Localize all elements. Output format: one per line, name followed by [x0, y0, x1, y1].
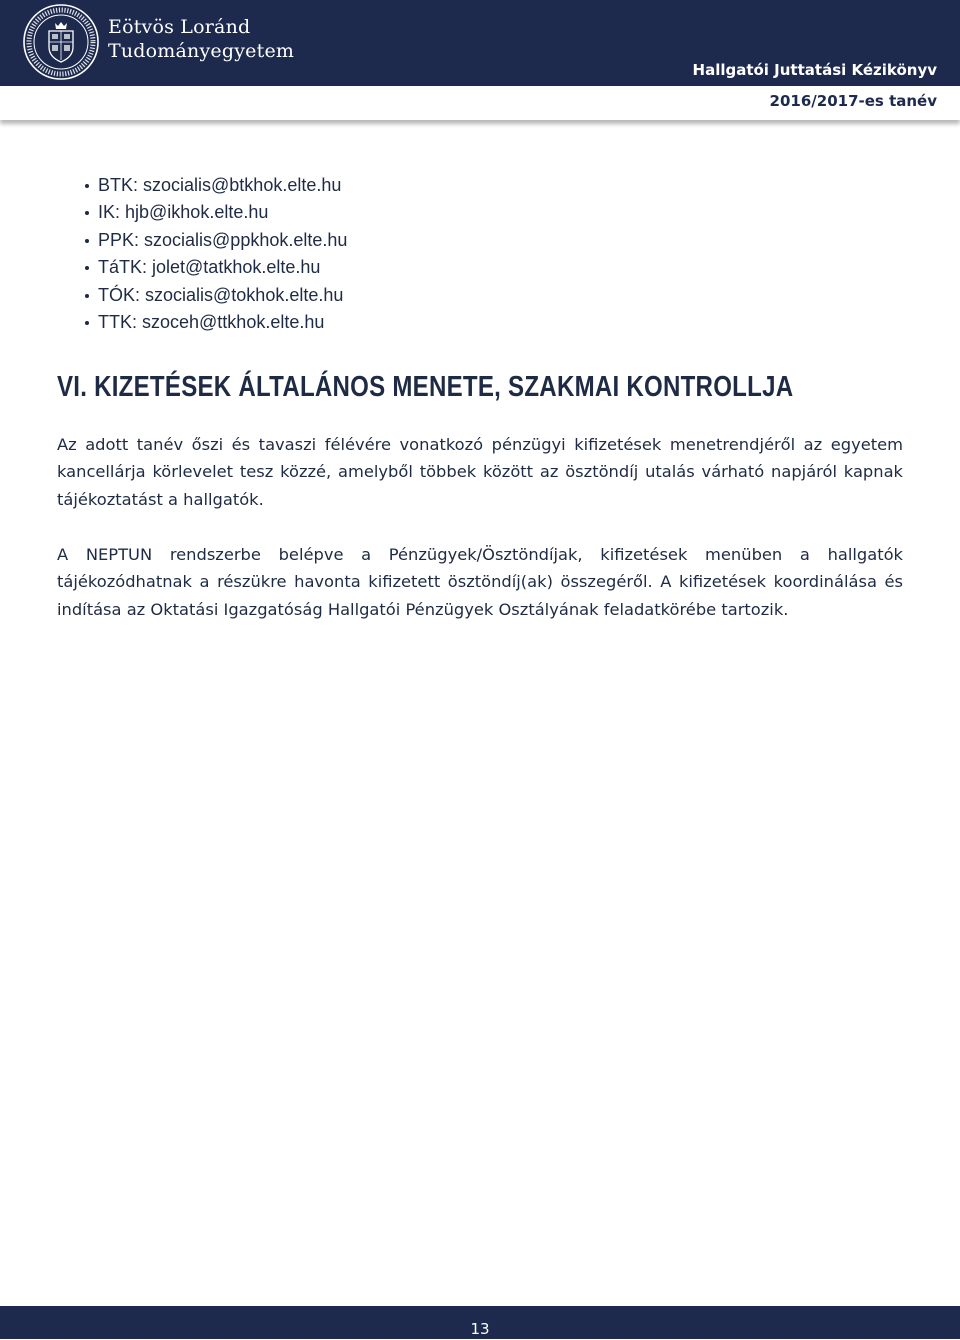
- page-number: 13: [470, 1320, 490, 1338]
- list-item: [85, 172, 347, 199]
- document-title: Hallgatói Juttatási Kézikönyv: [692, 61, 937, 79]
- page-header: [0, 0, 960, 86]
- contact-text: TÓK: szocialis@tokhok.elte.hu: [98, 284, 344, 305]
- academic-year: 2016/2017-es tanév: [769, 92, 937, 110]
- body-paragraph: Az adott tanév őszi és tavaszi félévére vonatkozó pénzügyi kifizetések menetrendjéről az egyetem kancellárja körlevelet tesz közzé, amelyből többek között az ösztöndíj utalás várható napjáról kapnak tájékoztatást a hallgatók.: [57, 435, 903, 509]
- contact-text: IK: hjb@ikhok.elte.hu: [98, 202, 269, 223]
- bullet-icon: [85, 321, 89, 325]
- contact-text: PPK: szocialis@ppkhok.elte.hu: [98, 229, 348, 250]
- list-item: [85, 282, 347, 309]
- university-name: [108, 15, 294, 63]
- contact-text: BTK: szocialis@btkhok.elte.hu: [98, 175, 342, 195]
- contact-text: TTK: szoceh@ttkhok.elte.hu: [98, 312, 325, 333]
- bullet-icon: [85, 266, 89, 270]
- list-item: [85, 254, 347, 281]
- university-name-line2: Tudományegyetem: [108, 40, 295, 62]
- list-item: [85, 309, 347, 336]
- contact-list: [85, 172, 347, 336]
- contact-text: TáTK: jolet@tatkhok.elte.hu: [98, 257, 321, 278]
- bullet-icon: [85, 184, 89, 188]
- body-paragraph: A NEPTUN rendszerbe belépve a Pénzügyek/Ösztöndíjak, kifizetések menüben a hallgatók tájékozódhatnak a részükre havonta kifizetett ösztöndíj(ak) összegéről. A kifizetések koordinálása és indítása az Oktatási Igazgatóság Hallgatói Pénzügyek Osztályának feladatkörébe tartozik.: [57, 545, 903, 619]
- list-item: [85, 199, 347, 226]
- bullet-icon: [85, 294, 89, 298]
- list-item: [85, 227, 347, 254]
- bullet-icon: [85, 211, 89, 215]
- section-heading: VI. KIZETÉSEK ÁLTALÁNOS MENETE, SZAKMAI KONTROLLJA: [57, 371, 794, 403]
- university-name-line1: Eötvös Loránd: [108, 16, 251, 38]
- bullet-icon: [85, 239, 89, 243]
- university-seal-icon: [22, 3, 100, 81]
